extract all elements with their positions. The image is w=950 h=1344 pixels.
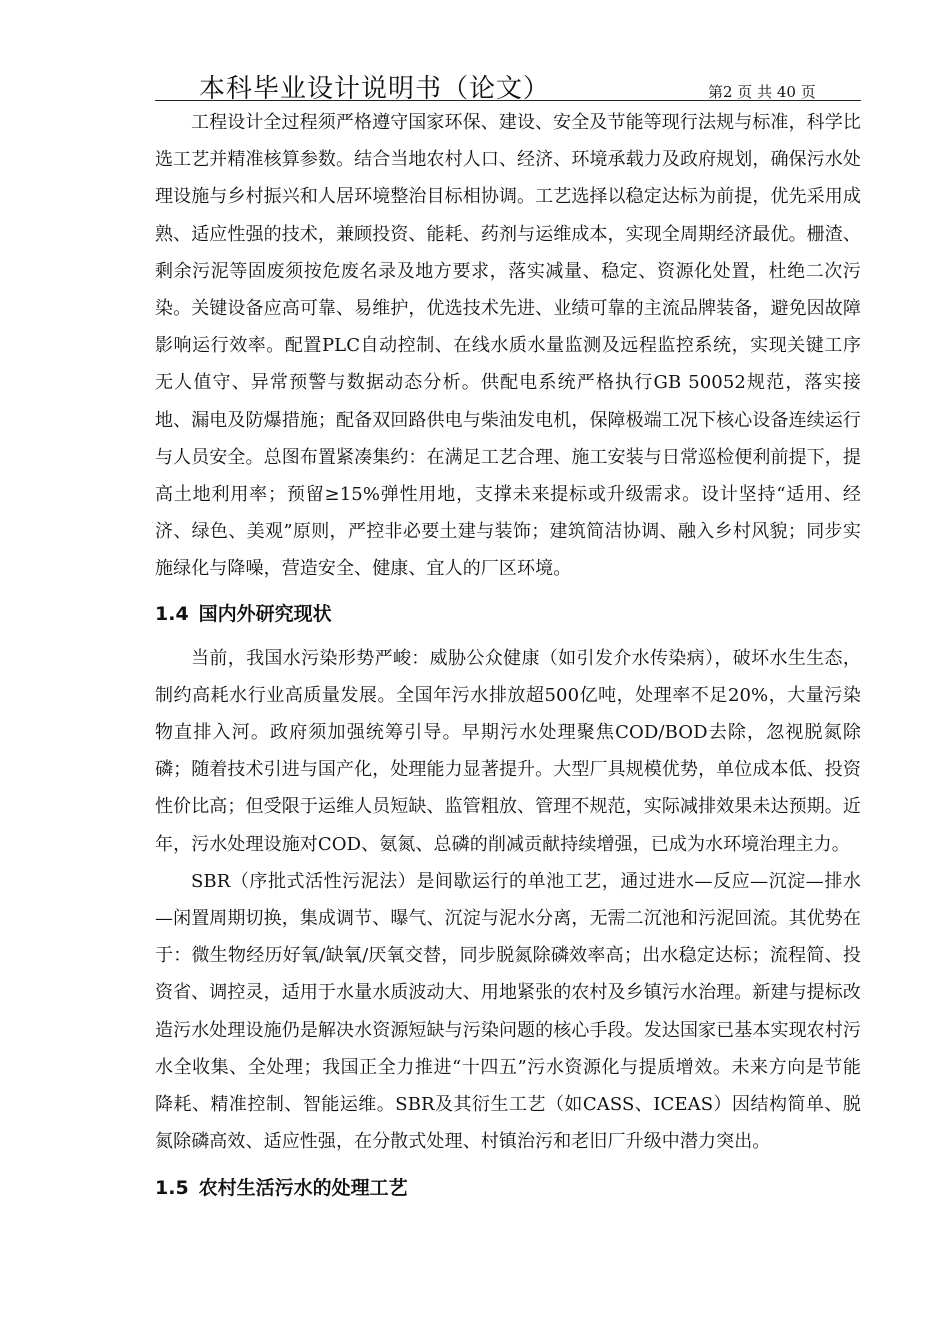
paragraph: 工程设计全过程须严格遵守国家环保、建设、安全及节能等现行法规与标准，科学比选工艺并精准核算参数。结合当地农村人口、经济、环境承载力及政府规划，确保污水处理设施与乡村振兴和人居环境整治目标相协调。工艺选择以稳定达标为前提，优先采用成熟、适应性强的技术，兼顾投资、能耗、药剂与运维成本，实现全周期经济最优。栅渣、剩余污泥等固废须按危废名录及地方要求，落实减量、稳定、资源化处置，杜绝二次污染。关键设备应高可靠、易维护，优选技术先进、业绩可靠的主流品牌装备，避免因故障影响运行效率。配置PLC自动控制、在线水质水量监测及远程监控系统，实现关键工序无人值守、异常预警与数据动态分析。供配电系统严格执行GB 50052规范，落实接地、漏电及防爆措施；配备双回路供电与柴油发电机，保障极端工况下核心设备连续运行与人员安全。总图布置紧凑集约：在满足工艺合理、施工安装与日常巡检便利前提下，提高土地利用率；预留≥15%弹性用地，支撑未来提标或升级需求。设计坚持“适用、经济、绿色、美观”原则，严控非必要土建与装饰；建筑简洁协调、融入乡村风貌；同步实施绿化与降噪，营造安全、健康、宜人的厂区环境。: [155, 112, 861, 580]
section-number: 1.5: [155, 1177, 189, 1200]
section-title: 农村生活污水的处理工艺: [198, 1177, 408, 1200]
paragraph: 当前，我国水污染形势严峻：威胁公众健康（如引发介水传染病），破坏水生生态，制约高耗水行业高质量发展。全国年污水排放超500亿吨，处理率不足20%，大量污染物直排入河。政府须加强统筹引导。早期污水处理聚焦COD/BOD去除，忽视脱氮除磷；随着技术引进与国产化，处理能力显著提升。大型厂具规模优势，单位成本低、投资性价比高；但受限于运维人员短缺、监管粗放、管理不规范，实际减排效果未达预期。近年，污水处理设施对COD、氨氮、总磷的削减贡献持续增强，已成为水环境治理主力。: [155, 647, 861, 855]
header-divider: [155, 100, 861, 101]
document-title: 本科毕业设计说明书（论文）: [199, 74, 551, 104]
page-header: [155, 66, 861, 102]
body-content: [155, 104, 861, 1207]
section-title: 国内外研究现状: [198, 602, 332, 625]
section-heading-1-4: [155, 596, 861, 633]
section-number: 1.4: [155, 602, 189, 625]
paragraph: SBR（序批式活性污泥法）是间歇运行的单池工艺，通过进水—反应—沉淀—排水—闲置周期切换，集成调节、曝气、沉淀与泥水分离，无需二沉池和污泥回流。其优势在于：微生物经历好氧/缺氧/厌氧交替，同步脱氮除磷效率高；出水稳定达标；流程简、投资省、调控灵，适用于水量水质波动大、用地紧张的农村及乡镇污水治理。新建与提标改造污水处理设施仍是解决水资源短缺与污染问题的核心手段。发达国家已基本实现农村污水全收集、全处理；我国正全力推进“十四五”污水资源化与提质增效。未来方向是节能降耗、精准控制、智能运维。SBR及其衍生工艺（如CASS、ICEAS）因结构简单、脱氮除磷高效、适应性强，在分散式处理、村镇治污和老旧厂升级中潜力突出。: [155, 870, 861, 1153]
section-heading-1-5: [155, 1170, 861, 1207]
page-number: 第2 页 共 40 页: [708, 83, 816, 101]
